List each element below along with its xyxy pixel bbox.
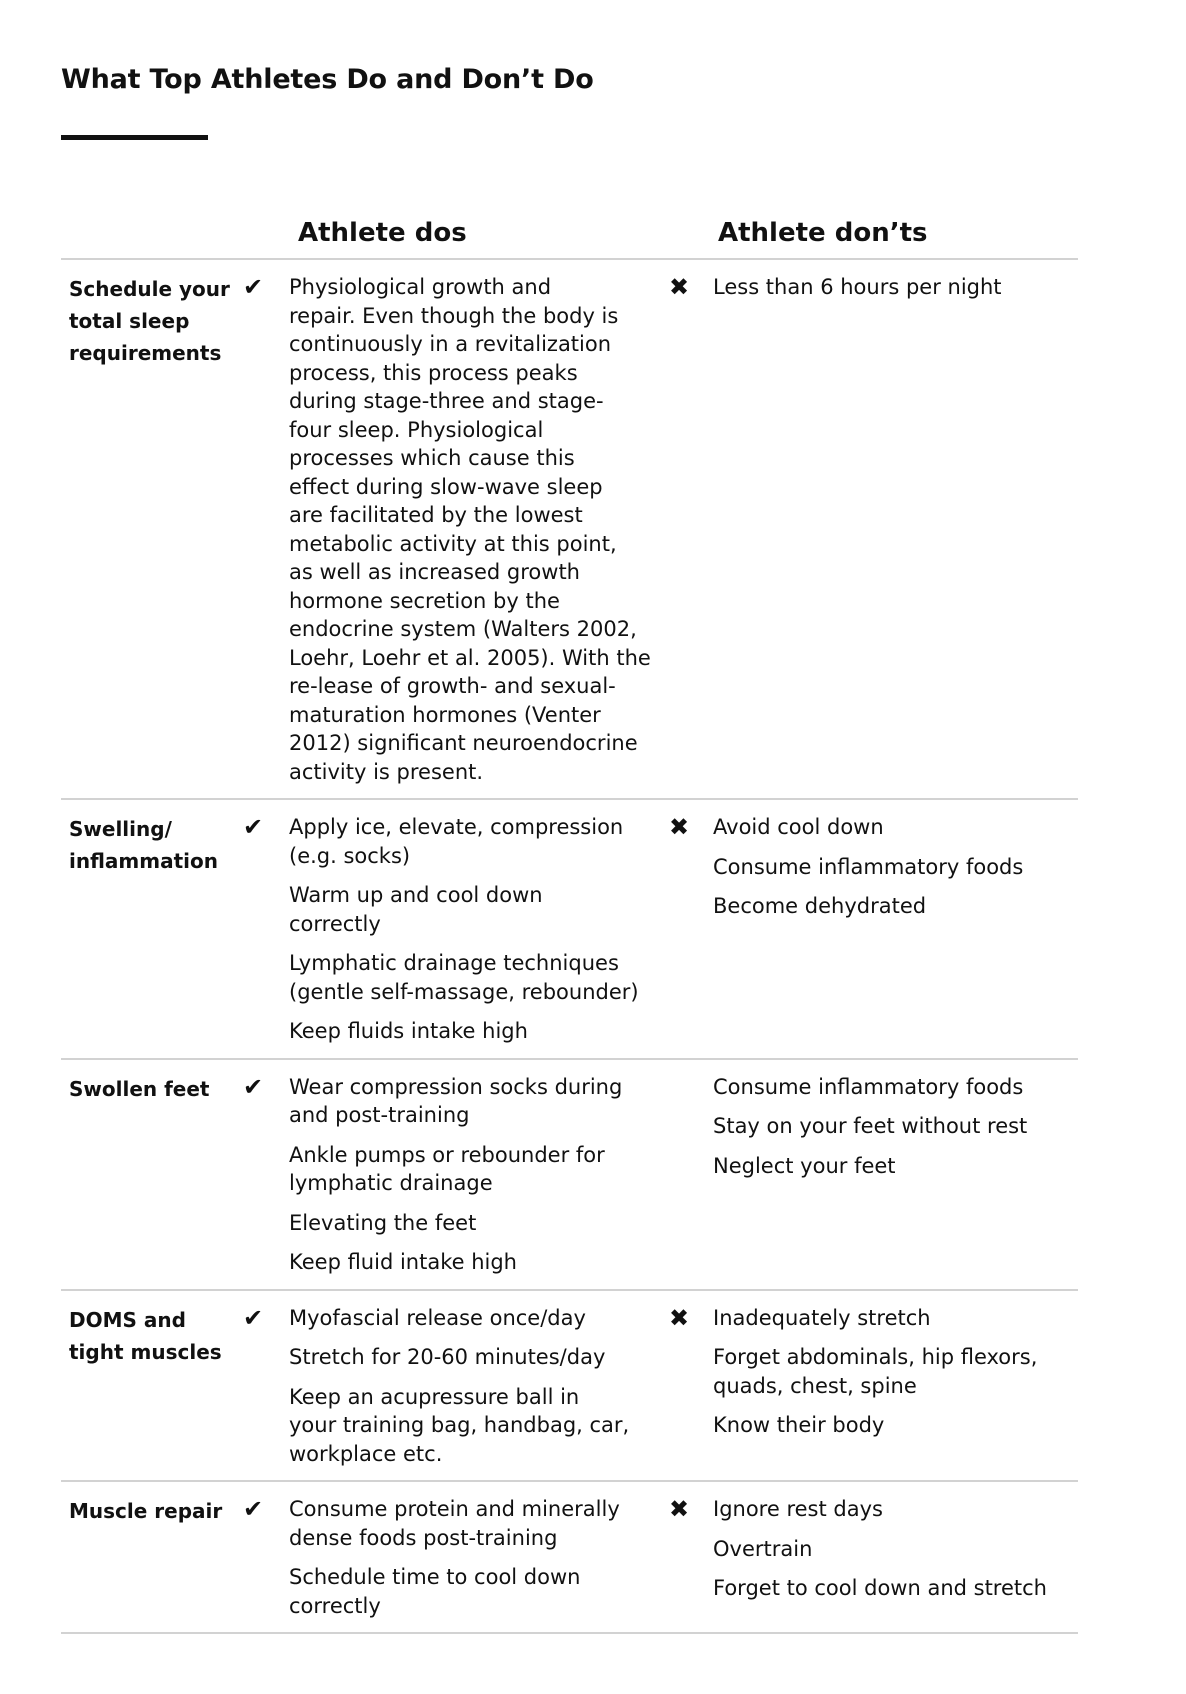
donts-list — [713, 1073, 1073, 1283]
list-item: Forget to cool down and stretch — [713, 1576, 1047, 1600]
list-item: Physiological growth and repair. Even though the body is continuously in a revitalization process, this process peaks during stage-three and stage- four sleep. Physiological processes which cause this effect during slow-wave sleep are facilitated by the lowest metabolic activity at this point, as well as increased growth hormone secretion by the endocrine system (Walters 2002, Loehr, Loehr et al. 2005). With the re-lease of growth- and sexual- maturation hormones (Venter 2012) significant neuroendocrine activity is present. — [289, 275, 651, 784]
list-item: Overtrain — [713, 1536, 813, 1561]
cross-icon: ✖ — [669, 1495, 690, 1523]
list-item: Wear compression socks during and post-training — [289, 1074, 623, 1127]
donts-list — [713, 813, 1073, 1052]
row-topic — [61, 1304, 239, 1475]
list-item: Forget abdominals, hip flexors, quads, chest, spine — [713, 1345, 1038, 1398]
list-item: Consume protein and minerally dense foods post-training — [289, 1497, 620, 1550]
table-row-swollen-feet — [61, 1060, 1078, 1291]
list-item: Apply ice, elevate, compression (e.g. socks) — [289, 815, 624, 868]
list-item: Myofascial release once/day — [289, 1305, 586, 1330]
row-topic — [61, 1495, 239, 1626]
list-item: Know their body — [713, 1413, 885, 1437]
list-item: Lymphatic drainage techniques (gentle self-massage, rebounder) — [289, 951, 639, 1004]
dos-list — [287, 1495, 665, 1626]
title-underline — [61, 135, 208, 140]
check-icon: ✔ — [243, 1495, 264, 1523]
list-item: Consume inflammatory foods — [713, 1074, 1024, 1099]
page-title: What Top Athletes Do and Don’t Do — [61, 64, 594, 95]
dos-list — [287, 1304, 665, 1475]
table-header-row — [61, 214, 1078, 260]
list-item: Less than 6 hours per night — [713, 275, 1002, 299]
column-header-dos: Athlete dos — [298, 218, 467, 248]
check-icon: ✔ — [243, 1303, 264, 1332]
check-icon: ✔ — [243, 273, 264, 301]
row-topic — [61, 813, 239, 1052]
list-item: Consume inflammatory foods — [713, 854, 1024, 879]
list-item: Warm up and cool down correctly — [289, 883, 543, 936]
dos-list — [287, 813, 665, 1052]
row-topic-text: Schedule your total sleep requirements — [69, 277, 230, 365]
list-item: Elevating the feet — [289, 1210, 477, 1235]
list-item: Inadequately stretch — [713, 1305, 931, 1330]
cross-icon: ✖ — [669, 1303, 690, 1332]
dos-list — [287, 1073, 665, 1283]
column-header-donts: Athlete don’ts — [718, 218, 928, 248]
table-row-muscle-repair — [61, 1482, 1078, 1634]
row-topic — [61, 273, 239, 792]
list-item: Stay on your feet without rest — [713, 1114, 1028, 1138]
row-topic-text: DOMS and tight muscles — [69, 1307, 222, 1364]
dos-list — [287, 273, 665, 792]
row-topic — [61, 1073, 239, 1283]
list-item: Keep fluids intake high — [289, 1019, 528, 1043]
list-item: Ignore rest days — [713, 1497, 883, 1521]
list-item: Become dehydrated — [713, 894, 927, 918]
row-topic-text: Swelling/ inflammation — [69, 817, 218, 873]
check-icon: ✔ — [243, 1072, 264, 1101]
row-topic-text: Muscle repair — [69, 1499, 223, 1523]
table-row-swelling — [61, 800, 1078, 1060]
check-icon: ✔ — [243, 813, 264, 841]
table-row-doms — [61, 1291, 1078, 1483]
row-topic-text: Swollen feet — [69, 1076, 210, 1101]
list-item: Schedule time to cool down correctly — [289, 1565, 581, 1618]
dos-donts-table — [61, 214, 1078, 1634]
cross-icon: ✖ — [669, 813, 690, 841]
table-row-sleep — [61, 260, 1078, 800]
list-item: Keep an acupressure ball in your training bag, handbag, car, workplace etc. — [289, 1384, 630, 1466]
donts-list — [713, 273, 1073, 792]
donts-list — [713, 1304, 1073, 1475]
list-item: Stretch for 20-60 minutes/day — [289, 1345, 606, 1369]
donts-list — [713, 1495, 1073, 1626]
list-item: Ankle pumps or rebounder for lymphatic drainage — [289, 1142, 605, 1195]
list-item: Avoid cool down — [713, 815, 884, 839]
list-item: Neglect your feet — [713, 1153, 896, 1178]
cross-icon: ✖ — [669, 273, 690, 301]
cross-column-spacer — [665, 1073, 713, 1283]
list-item: Keep fluid intake high — [289, 1250, 517, 1274]
